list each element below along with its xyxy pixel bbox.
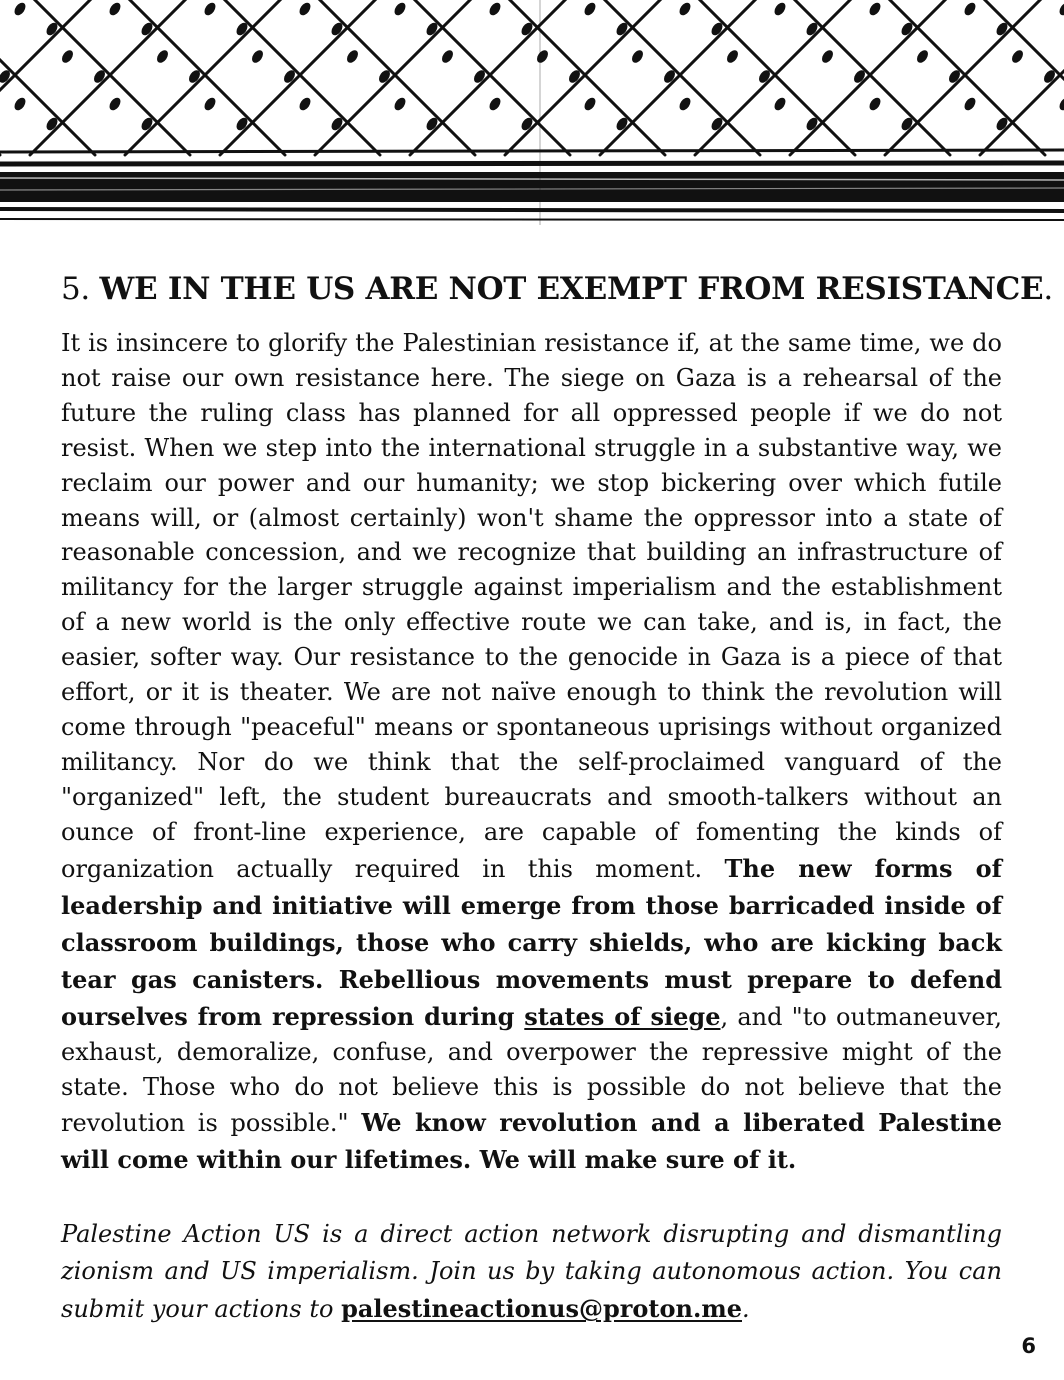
section-number: 5. bbox=[61, 271, 90, 307]
keffiyeh-pattern-banner bbox=[0, 0, 1064, 235]
body-text-bold-2: We know revolution and a liberated Palestine will come within our lifetimes. We will make sure of it. bbox=[61, 1108, 1002, 1175]
page-content bbox=[61, 262, 1053, 1328]
footer-end: . bbox=[742, 1295, 750, 1324]
body-text-intro: It is insincere to glorify the Palestinian resistance if, at the same time, we do not raise our own resistance here. The siege on Gaza is a rehearsal of the future the ruling class has planned for all oppressed people if we do not resist. When we step into the international struggle in a substantive way, we reclaim our power and our humanity; we stop bickering over which futile means will, or (almost certainly) won't shame the oppressor into a state of reasonable concession, and we recognize that building an infrastructure of militancy for the larger struggle against imperialism and the establishment of a new world is the only effective route we can take, and is, in fact, the easier, softer way. Our resistance to the genocide in Gaza is a piece of that effort, or it is theater. We are not naïve enough to think the revolution will come through "peaceful" means or spontaneous uprisings without organized militancy. Nor do we think that the self-proclaimed vanguard of the "organized" left, the student bureaucrats and smooth-talkers without an ounce of front-line experience, are capable of fomenting the kinds of organization actually required in this moment. bbox=[61, 329, 1002, 883]
footer-paragraph bbox=[61, 1216, 1002, 1328]
section-title-end: . bbox=[1043, 271, 1053, 307]
section-title: WE IN THE US ARE NOT EXEMPT FROM RESISTANCE bbox=[99, 271, 1044, 307]
body-text-bold-1: The new forms of leadership and initiative will emerge from those barricaded inside of classroom buildings, those who carry shields, who are kicking back tear gas canisters. Rebellious movements must prepare to defend ourselves from repression during bbox=[61, 853, 1002, 1031]
footer-text: Palestine Action US is a direct action network disrupting and dismantling zionism and US imperialism. Join us by taking autonomous action. You can submit your actions to bbox=[61, 1220, 1002, 1324]
states-of-siege-link[interactable]: states of siege bbox=[524, 1001, 721, 1031]
body-paragraph bbox=[61, 326, 1002, 1178]
body-text-quote: , and "to outmaneuver, exhaust, demoralize, confuse, and overpower the repressive might of the state. Those who do not believe this is possible do not believe that the revolution is possible." bbox=[61, 1002, 1002, 1138]
page-number: 6 bbox=[1021, 1334, 1036, 1358]
section-heading bbox=[61, 262, 1053, 316]
email-link[interactable]: palestineactionus@proton.me bbox=[341, 1294, 742, 1324]
